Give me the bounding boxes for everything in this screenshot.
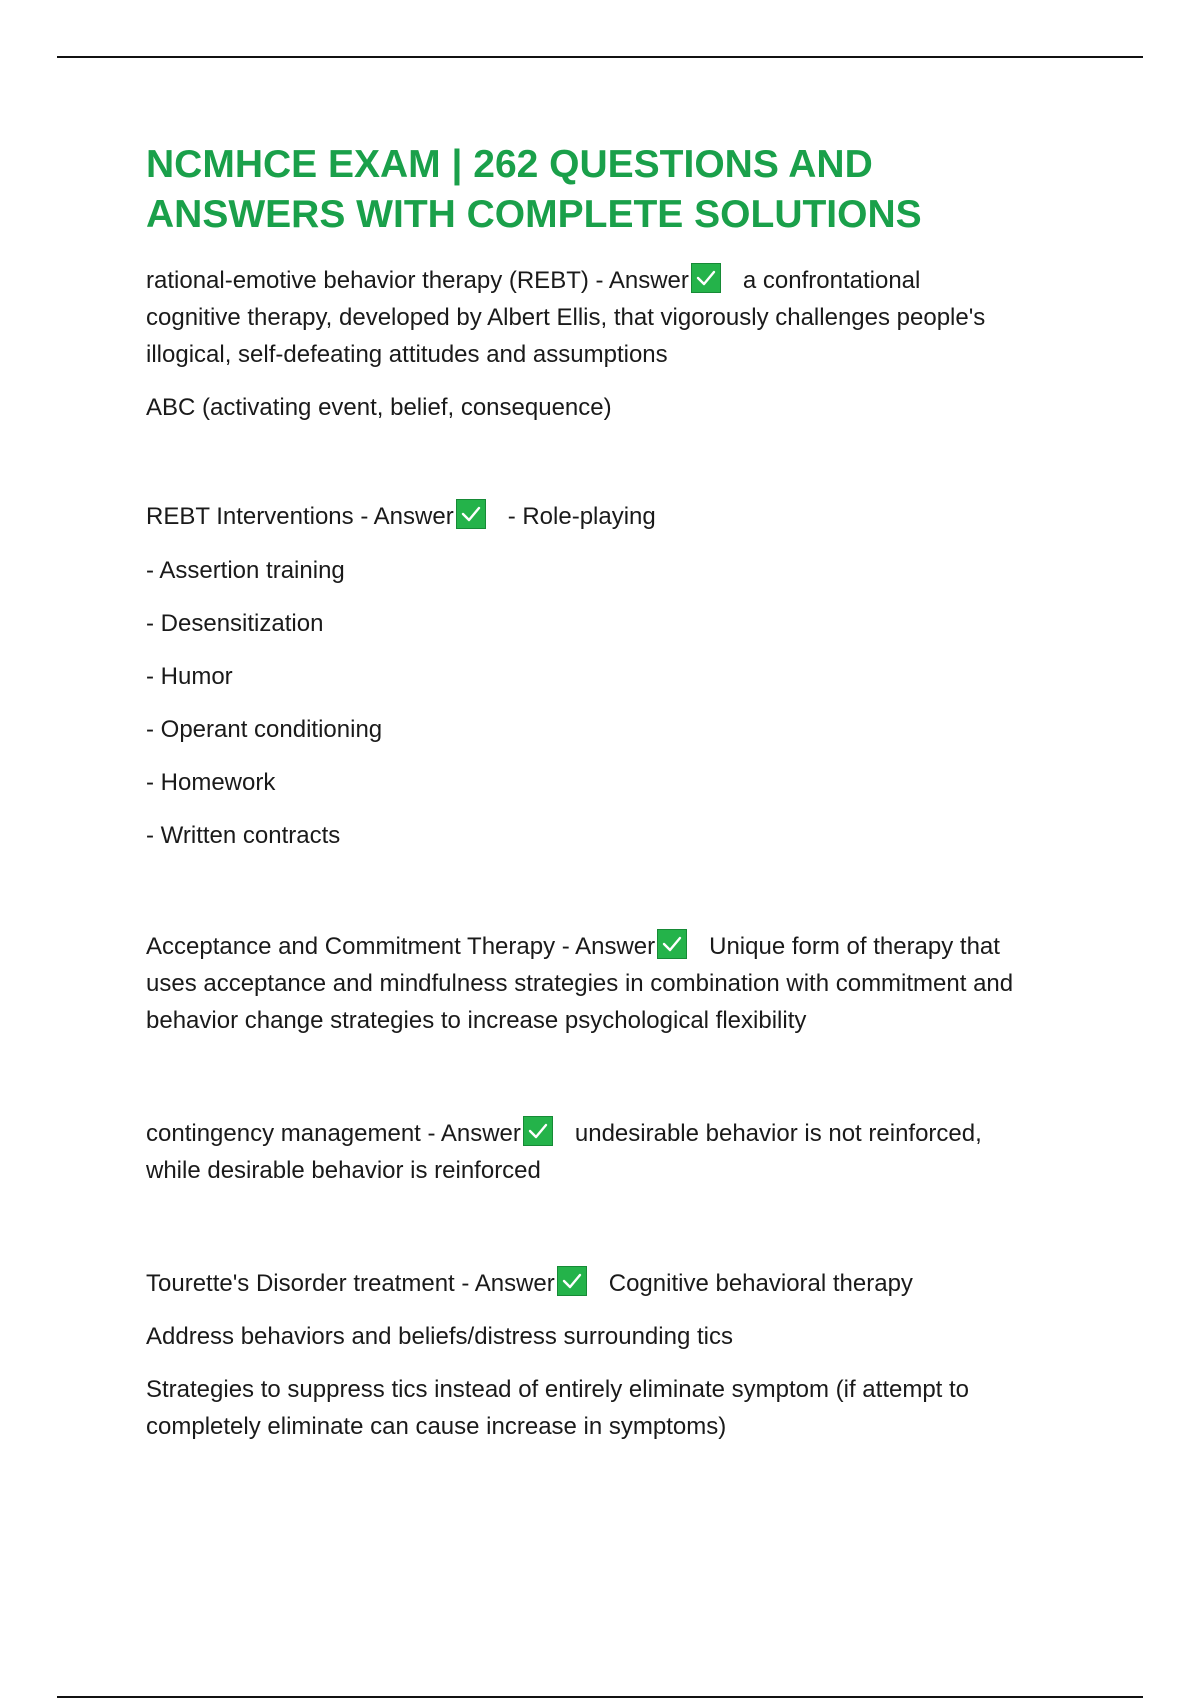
title-line-1: NCMHCE EXAM | 262 QUESTIONS AND	[146, 143, 873, 186]
qa-item-rebt-interventions	[146, 498, 1106, 854]
qa-answer: undesirable behavior is not reinforced,	[574, 1120, 982, 1147]
document-body	[146, 140, 1106, 1445]
qa-term: REBT Interventions - Answer	[146, 503, 454, 530]
document-title	[146, 140, 1106, 240]
list-item: - Desensitization	[146, 610, 324, 637]
qa-extra-line: Strategies to suppress tics instead of entirely eliminate symptom (if attempt to	[146, 1376, 970, 1403]
qa-answer-cont: illogical, self-defeating attitudes and assumptions	[146, 341, 668, 368]
qa-answer: a confrontational	[742, 267, 921, 294]
qa-question-line	[146, 1115, 1106, 1189]
qa-extra-line: completely eliminate can cause increase in symptoms)	[146, 1413, 727, 1440]
check-mark-icon	[523, 1116, 553, 1146]
qa-item-tourette	[146, 1265, 1106, 1445]
qa-term: rational-emotive behavior therapy (REBT) - Answer	[146, 267, 689, 294]
qa-term: Acceptance and Commitment Therapy - Answer	[146, 933, 656, 960]
list-item: - Written contracts	[146, 822, 341, 849]
list-item: - Homework	[146, 769, 276, 796]
qa-item-contingency	[146, 1115, 1106, 1189]
qa-answer-cont: behavior change strategies to increase psychological flexibility	[146, 1007, 807, 1034]
list-item: - Assertion training	[146, 557, 345, 584]
qa-answer-cont: while desirable behavior is reinforced	[146, 1157, 541, 1184]
qa-answer: - Role-playing	[507, 503, 656, 530]
qa-answer-cont: cognitive therapy, developed by Albert Ellis, that vigorously challenges people's	[146, 304, 986, 331]
qa-question-line	[146, 928, 1106, 1039]
qa-question-line	[146, 262, 1106, 373]
qa-answer: Cognitive behavioral therapy	[608, 1270, 913, 1297]
top-rule	[57, 56, 1143, 58]
qa-extra-line: ABC (activating event, belief, consequence)	[146, 394, 612, 421]
qa-question-line	[146, 498, 1106, 535]
qa-answer: Unique form of therapy that	[709, 933, 1000, 960]
list-item: - Operant conditioning	[146, 716, 383, 743]
qa-question-line	[146, 1265, 1106, 1302]
list-item: - Humor	[146, 663, 233, 690]
qa-extra-paragraph	[146, 1371, 1106, 1445]
check-mark-icon	[456, 499, 486, 529]
title-line-2: ANSWERS WITH COMPLETE SOLUTIONS	[146, 193, 922, 236]
qa-answer-cont: uses acceptance and mindfulness strategies in combination with commitment and	[146, 970, 1014, 997]
qa-extra-line: Address behaviors and beliefs/distress surrounding tics	[146, 1323, 733, 1350]
bottom-rule	[57, 1696, 1143, 1698]
qa-item-rebt	[146, 262, 1106, 426]
check-mark-icon	[657, 929, 687, 959]
qa-term: contingency management - Answer	[146, 1120, 521, 1147]
check-mark-icon	[557, 1266, 587, 1296]
qa-term: Tourette's Disorder treatment - Answer	[146, 1270, 555, 1297]
check-mark-icon	[691, 263, 721, 293]
qa-item-act	[146, 928, 1106, 1039]
